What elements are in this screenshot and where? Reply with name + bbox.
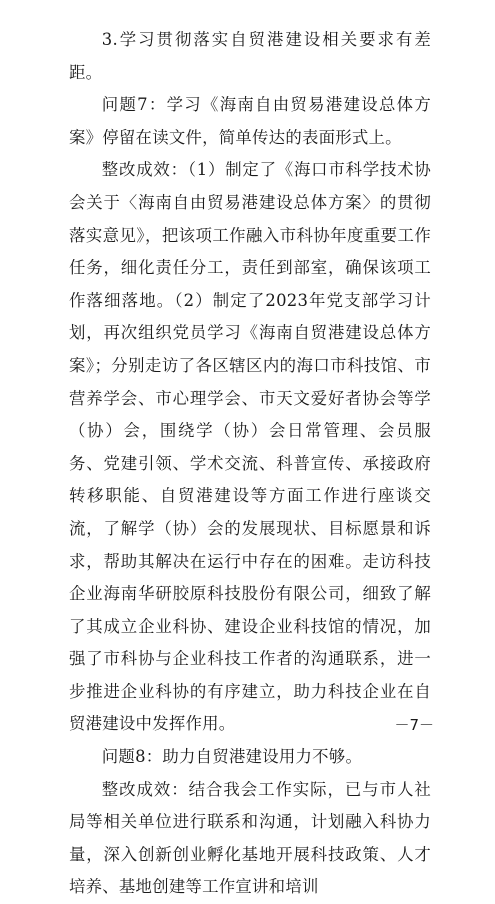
rectification-result-paragraph-2: 整改成效：结合我会工作实际，已与市人社局等相关单位进行联系和沟通，计划融入科协力量，深入创新创业孵化基地开展科技政策、人才培养、基地创建等工作宣讲和培训 <box>69 779 431 897</box>
section-heading-3: 3.学习贯彻落实自贸港建设相关要求有差距。 <box>69 30 431 82</box>
issue-7-paragraph: 问题7：学习《海南自由贸易港建设总体方案》停留在读文件，简单传达的表面形式上。 <box>69 95 431 147</box>
page-number: －7－ <box>394 716 434 734</box>
document-body <box>69 24 431 904</box>
issue-8-paragraph: 问题8：助力自贸港建设用力不够。 <box>101 747 363 767</box>
rectification-result-paragraph: 整改成效：（1）制定了《海口市科学技术协会关于〈海南自由贸易港建设总体方案〉的贯彻落实意见》，把该项工作融入市科协年度重要工作任务，细化责任分工，责任到部室，确保该项工作落细落地。（2）制定了2023年党支部学习计划，再次组织党员学习《海南自贸港建设总体方案》；分别走访了各区辖区内的海口市科技馆、市营养学会、市心理学会、市天文爱好者协会等学（协）会，围绕学（协）会日常管理、会员服务、党建引领、学术交流、科普宣传、承接政府转移职能、自贸港建设等方面工作进行座谈交流，了解学（协）会的发展现状、目标愿景和诉求，帮助其解决在运行中存在的困难。走访科技企业海南华研胶原科技股份有限公司，细致了解了其成立企业科协、建设企业科技馆的情况，加强了市科协与企业科技工作者的沟通联系，进一步推进企业科协的有序建立，助力科技企业在自贸港建设中发挥作用。 <box>69 160 431 734</box>
